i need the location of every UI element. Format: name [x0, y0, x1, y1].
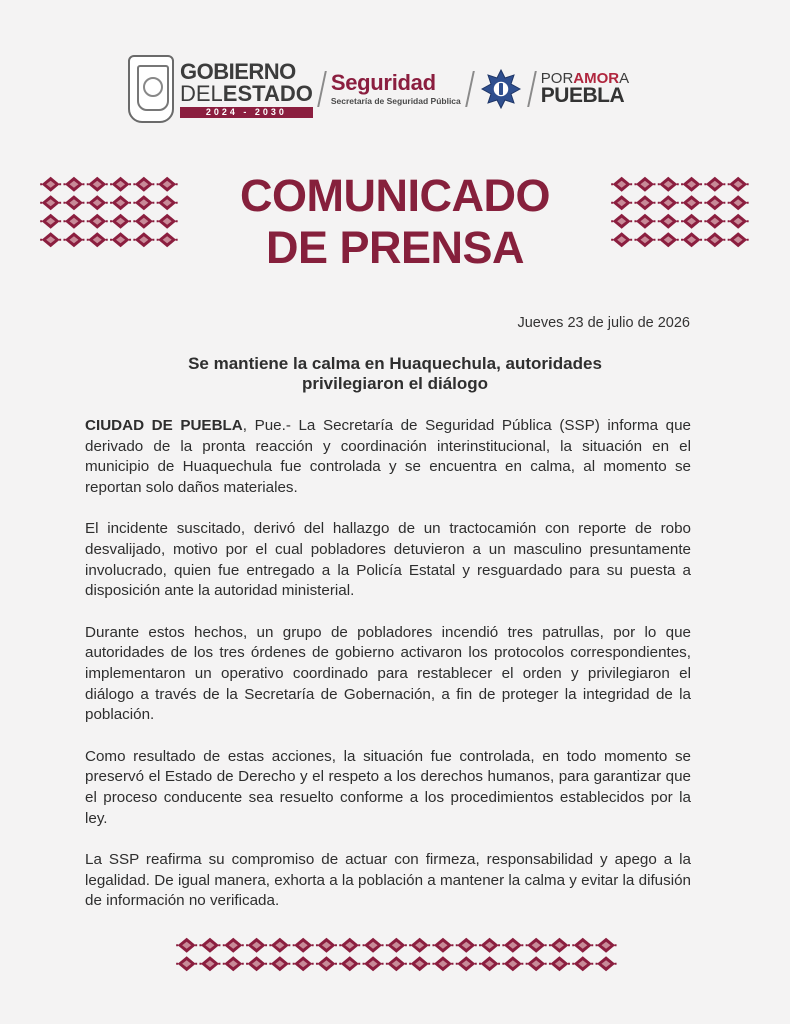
pattern-motif	[339, 938, 360, 953]
pattern-motif	[704, 232, 725, 247]
gobierno-logo	[180, 58, 313, 118]
pattern-motif	[157, 195, 178, 210]
paragraph-5: La SSP reafirma su compromiso de actuar con firmeza, responsabilidad y apego a la legalidad. De igual manera, exhorta a la población a mantener la calma y evitar la difusión de información no verificada.	[85, 851, 691, 910]
puebla-name: PUEBLA	[540, 84, 625, 108]
pattern-motif	[63, 232, 84, 247]
pattern-motif	[269, 956, 290, 971]
pattern-motif	[246, 956, 267, 971]
pattern-motif	[479, 938, 500, 953]
police-star-icon	[479, 67, 523, 111]
title-line2: DE PRENSA	[265, 222, 525, 273]
pattern-motif	[157, 214, 178, 229]
gobierno-line1: GOBIERNO	[180, 58, 296, 84]
seguridad-subtitle: Secretaría de Seguridad Pública	[330, 96, 461, 107]
logo-divider	[465, 71, 475, 107]
gobierno-years: 2024 - 2030	[180, 107, 313, 118]
dateline: CIUDAD DE PUEBLA	[85, 417, 243, 434]
pattern-motif	[246, 938, 267, 953]
pattern-motif	[87, 214, 108, 229]
logo-divider	[527, 71, 537, 107]
pattern-motif	[63, 214, 84, 229]
por-amor-a-puebla-logo	[540, 69, 630, 108]
pattern-motif	[572, 938, 593, 953]
pattern-motif	[223, 938, 244, 953]
pattern-motif	[728, 232, 749, 247]
pattern-motif	[502, 956, 523, 971]
pattern-motif	[704, 195, 725, 210]
pattern-motif	[611, 195, 632, 210]
pattern-motif	[611, 232, 632, 247]
pattern-motif	[681, 195, 702, 210]
pattern-motif	[681, 214, 702, 229]
pattern-motif	[63, 195, 84, 210]
pattern-motif	[339, 956, 360, 971]
pattern-motif	[110, 232, 131, 247]
decorative-pattern-svg	[610, 175, 750, 249]
pattern-motif	[596, 956, 617, 971]
title-line1: COMUNICADO	[240, 170, 550, 221]
pattern-motif	[502, 938, 523, 953]
puebla-a: A	[619, 69, 630, 87]
pattern-motif	[293, 938, 314, 953]
pattern-motif	[110, 177, 131, 192]
pattern-motif	[658, 232, 679, 247]
pattern-motif	[611, 214, 632, 229]
pattern-motif	[199, 938, 220, 953]
logo-divider	[317, 71, 327, 107]
paragraph-1	[85, 416, 691, 498]
pattern-motif	[634, 232, 655, 247]
pattern-motif	[634, 177, 655, 192]
decorative-pattern-svg	[175, 936, 618, 973]
header-logos	[128, 52, 668, 126]
pattern-motif	[634, 195, 655, 210]
pattern-motif	[157, 232, 178, 247]
pattern-motif	[63, 177, 84, 192]
pattern-motif	[363, 956, 384, 971]
headline-line2: privilegiaron el diálogo	[301, 374, 489, 393]
pattern-motif	[157, 177, 178, 192]
pattern-motif	[526, 938, 547, 953]
pattern-motif	[728, 195, 749, 210]
paragraph-1-text: , Pue.- La Secretaría de Seguridad Pública (SSP) informa que derivado de la pronta reacción y coordinación interinstitucional, la situación en el municipio de Huaquechula fue controlada y se encuentra en calma, al momento se reportan solo daños materiales.	[85, 417, 691, 496]
pattern-motif	[40, 195, 61, 210]
page-title	[200, 170, 590, 274]
pattern-motif	[634, 214, 655, 229]
pattern-motif	[432, 938, 453, 953]
pattern-motif	[316, 938, 337, 953]
pattern-motif	[223, 956, 244, 971]
pattern-motif	[269, 938, 290, 953]
pattern-motif	[611, 177, 632, 192]
pattern-motif	[681, 232, 702, 247]
pattern-motif	[133, 214, 154, 229]
pattern-motif	[704, 177, 725, 192]
headline-line1: Se mantiene la calma en Huaquechula, autoridades	[188, 354, 602, 373]
gobierno-estado: ESTADO	[222, 80, 313, 106]
pattern-motif	[40, 232, 61, 247]
seguridad-logo	[331, 72, 461, 106]
pattern-motif	[572, 956, 593, 971]
pattern-motif	[409, 956, 430, 971]
pattern-motif	[526, 956, 547, 971]
seguridad-title: Seguridad	[330, 70, 436, 96]
press-headline	[100, 354, 690, 394]
pattern-motif	[133, 195, 154, 210]
pattern-motif	[293, 956, 314, 971]
pattern-motif	[549, 956, 570, 971]
pattern-motif	[658, 214, 679, 229]
puebla-por: POR	[540, 69, 574, 87]
pattern-motif	[728, 214, 749, 229]
paragraph-4: Como resultado de estas acciones, la situación fue controlada, en todo momento se preservó el Estado de Derecho y el respeto a los derechos humanos, para garantizar que el proceso conducente sea resuelto conforme a los procedimientos establecidos por la ley.	[85, 747, 691, 827]
pattern-motif	[596, 938, 617, 953]
pattern-motif	[432, 956, 453, 971]
puebla-amor: AMOR	[573, 69, 620, 87]
state-crest-icon	[128, 55, 174, 123]
pattern-motif	[133, 177, 154, 192]
pattern-motif	[386, 938, 407, 953]
decorative-pattern-left	[39, 175, 179, 254]
pattern-motif	[176, 956, 197, 971]
pattern-motif	[176, 938, 197, 953]
pattern-motif	[40, 214, 61, 229]
pattern-motif	[87, 232, 108, 247]
gobierno-line2	[180, 80, 313, 106]
paragraph-2: El incidente suscitado, derivó del hallazgo de un tractocamión con reporte de robo desvalijado, motivo por el cual pobladores detuvieron a un masculino presuntamente involucrado, quien fue entregado a la Policía Estatal y resguardado para su puesta a disposición ante la autoridad ministerial.	[85, 520, 691, 600]
pattern-motif	[681, 177, 702, 192]
pattern-motif	[728, 177, 749, 192]
pattern-motif	[316, 956, 337, 971]
decorative-pattern-bottom	[175, 936, 618, 978]
pattern-motif	[386, 956, 407, 971]
pattern-motif	[363, 938, 384, 953]
paragraph-3: Durante estos hechos, un grupo de pobladores incendió tres patrullas, por lo que autoridades de los tres órdenes de gobierno activaron los protocolos correspondientes, implementaron un operativo coordinado para restablecer el orden y privilegiaron el diálogo a través de la Secretaría de Gobernación, a fin de proteger la integridad de la población.	[85, 623, 691, 724]
pattern-motif	[110, 195, 131, 210]
pattern-motif	[409, 938, 430, 953]
press-body	[85, 416, 691, 933]
pattern-motif	[456, 956, 477, 971]
press-date: Jueves 23 de julio de 2026	[517, 315, 690, 331]
pattern-motif	[479, 956, 500, 971]
pattern-motif	[87, 177, 108, 192]
pattern-motif	[658, 195, 679, 210]
pattern-motif	[704, 214, 725, 229]
pattern-motif	[549, 938, 570, 953]
pattern-motif	[199, 956, 220, 971]
decorative-pattern-right	[610, 175, 750, 254]
pattern-motif	[456, 938, 477, 953]
decorative-pattern-svg	[39, 175, 179, 249]
pattern-motif	[87, 195, 108, 210]
pattern-motif	[110, 214, 131, 229]
pattern-motif	[40, 177, 61, 192]
pattern-motif	[658, 177, 679, 192]
pattern-motif	[133, 232, 154, 247]
gobierno-del: DEL	[180, 80, 223, 106]
